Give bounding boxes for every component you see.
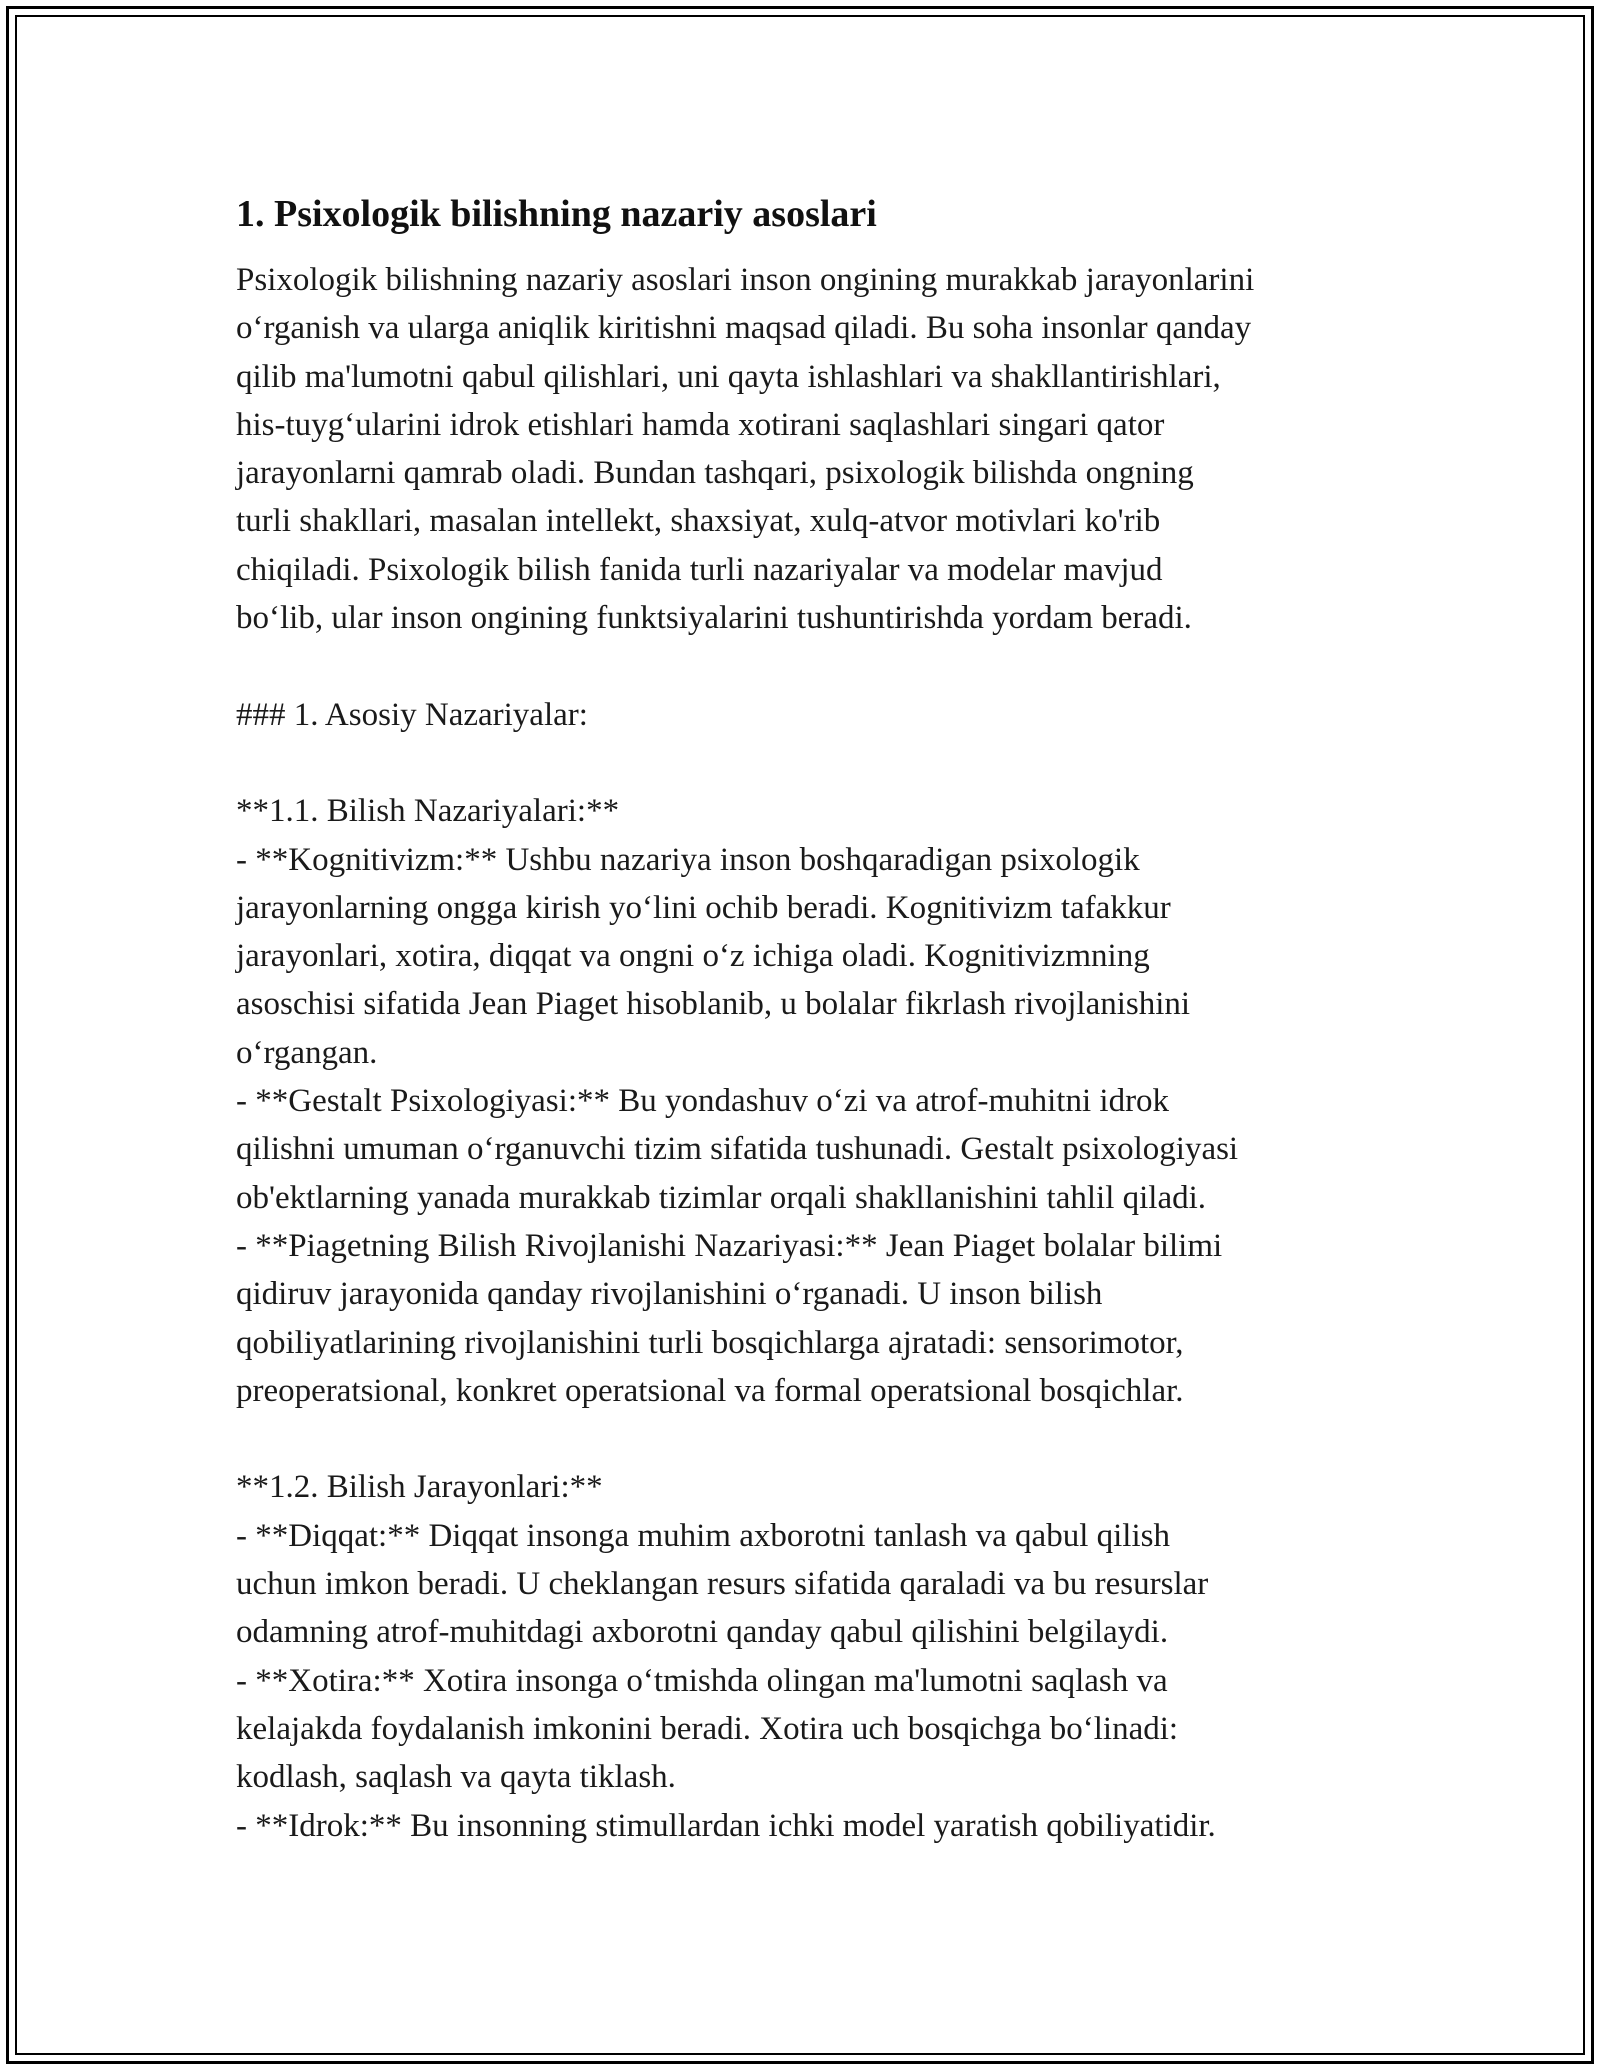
text-line: - **Diqqat:** Diqqat insonga muhim axborotni tanlash va qabul qilish [236, 1517, 1170, 1554]
text-line: chiqiladi. Psixologik bilish fanida turli nazariyalar va modelar mavjud [236, 551, 1163, 588]
text-line: ob'ektlarning yanada murakkab tizimlar orqali shakllanishini tahlil qiladi. [236, 1179, 1207, 1216]
blank-line [236, 739, 1396, 787]
text-line: uchun imkon beradi. U cheklangan resurs sifatida qaraladi va bu resurslar [236, 1566, 1209, 1603]
blank-line [236, 642, 1396, 690]
text-line: odamning atrof-muhitdagi axborotni qanday qabul qilishini belgilaydi. [236, 1614, 1169, 1651]
text-line: qobiliyatlarining rivojlanishini turli bosqichlarga ajratadi: sensorimotor, [236, 1324, 1184, 1361]
text-line: bo‘lib, ular inson ongining funktsiyalarini tushuntirishda yordam beradi. [236, 600, 1192, 637]
document-body [236, 256, 1396, 1850]
text-line: - **Idrok:** Bu insonning stimullardan ichki model yaratish qobiliyatidir. [236, 1807, 1216, 1844]
text-line: kodlash, saqlash va qayta tiklash. [236, 1759, 676, 1796]
text-line: his-tuyg‘ularini idrok etishlari hamda xotirani saqlashlari singari qator [236, 406, 1165, 443]
text-line: jarayonlarni qamrab oladi. Bundan tashqari, psixologik bilishda ongning [236, 455, 1194, 492]
text-line: - **Kognitivizm:** Ushbu nazariya inson boshqaradigan psixologik [236, 841, 1140, 878]
text-line: o‘rgangan. [236, 1034, 378, 1071]
text-line: jarayonlarning ongga kirish yo‘lini ochib beradi. Kognitivizm tafakkur [236, 889, 1171, 926]
text-line: **1.2. Bilish Jarayonlari:** [236, 1469, 603, 1506]
text-line: qidiruv jarayonida qanday rivojlanishini o‘rganadi. U inson bilish [236, 1276, 1103, 1313]
blank-line [236, 1415, 1396, 1463]
text-line: - **Xotira:** Xotira insonga o‘tmishda olingan ma'lumotni saqlash va [236, 1662, 1168, 1699]
text-line: qilib ma'lumotni qabul qilishlari, uni qayta ishlashlari va shakllantirishlari, [236, 358, 1221, 395]
text-line: - **Gestalt Psixologiyasi:** Bu yondashuv o‘zi va atrof-muhitni idrok [236, 1083, 1170, 1120]
text-line: qilishni umuman o‘rganuvchi tizim sifatida tushunadi. Gestalt psixologiyasi [236, 1131, 1239, 1168]
text-line: **1.1. Bilish Nazariyalari:** [236, 793, 620, 830]
section-heading: 1. Psixologik bilishning nazariy asoslari [236, 193, 877, 235]
text-line: o‘rganish va ularga aniqlik kiritishni maqsad qiladi. Bu soha insonlar qanday [236, 310, 1252, 347]
text-line: ### 1. Asosiy Nazariyalar: [236, 696, 588, 733]
text-line: asoschisi sifatida Jean Piaget hisoblanib, u bolalar fikrlash rivojlanishini [236, 986, 1191, 1023]
document-content [236, 186, 1396, 1850]
text-line: kelajakda foydalanish imkonini beradi. Xotira uch bosqichga bo‘linadi: [236, 1710, 1179, 1747]
text-line: jarayonlari, xotira, diqqat va ongni o‘z ichiga oladi. Kognitivizmning [236, 938, 1150, 975]
text-line: turli shakllari, masalan intellekt, shaxsiyat, xulq-atvor motivlari ko'rib [236, 503, 1161, 540]
text-line: preoperatsional, konkret operatsional va formal operatsional bosqichlar. [236, 1372, 1184, 1409]
text-line: - **Piagetning Bilish Rivojlanishi Nazariyasi:** Jean Piaget bolalar bilimi [236, 1227, 1223, 1264]
text-line: Psixologik bilishning nazariy asoslari inson ongining murakkab jarayonlarini [236, 262, 1255, 298]
